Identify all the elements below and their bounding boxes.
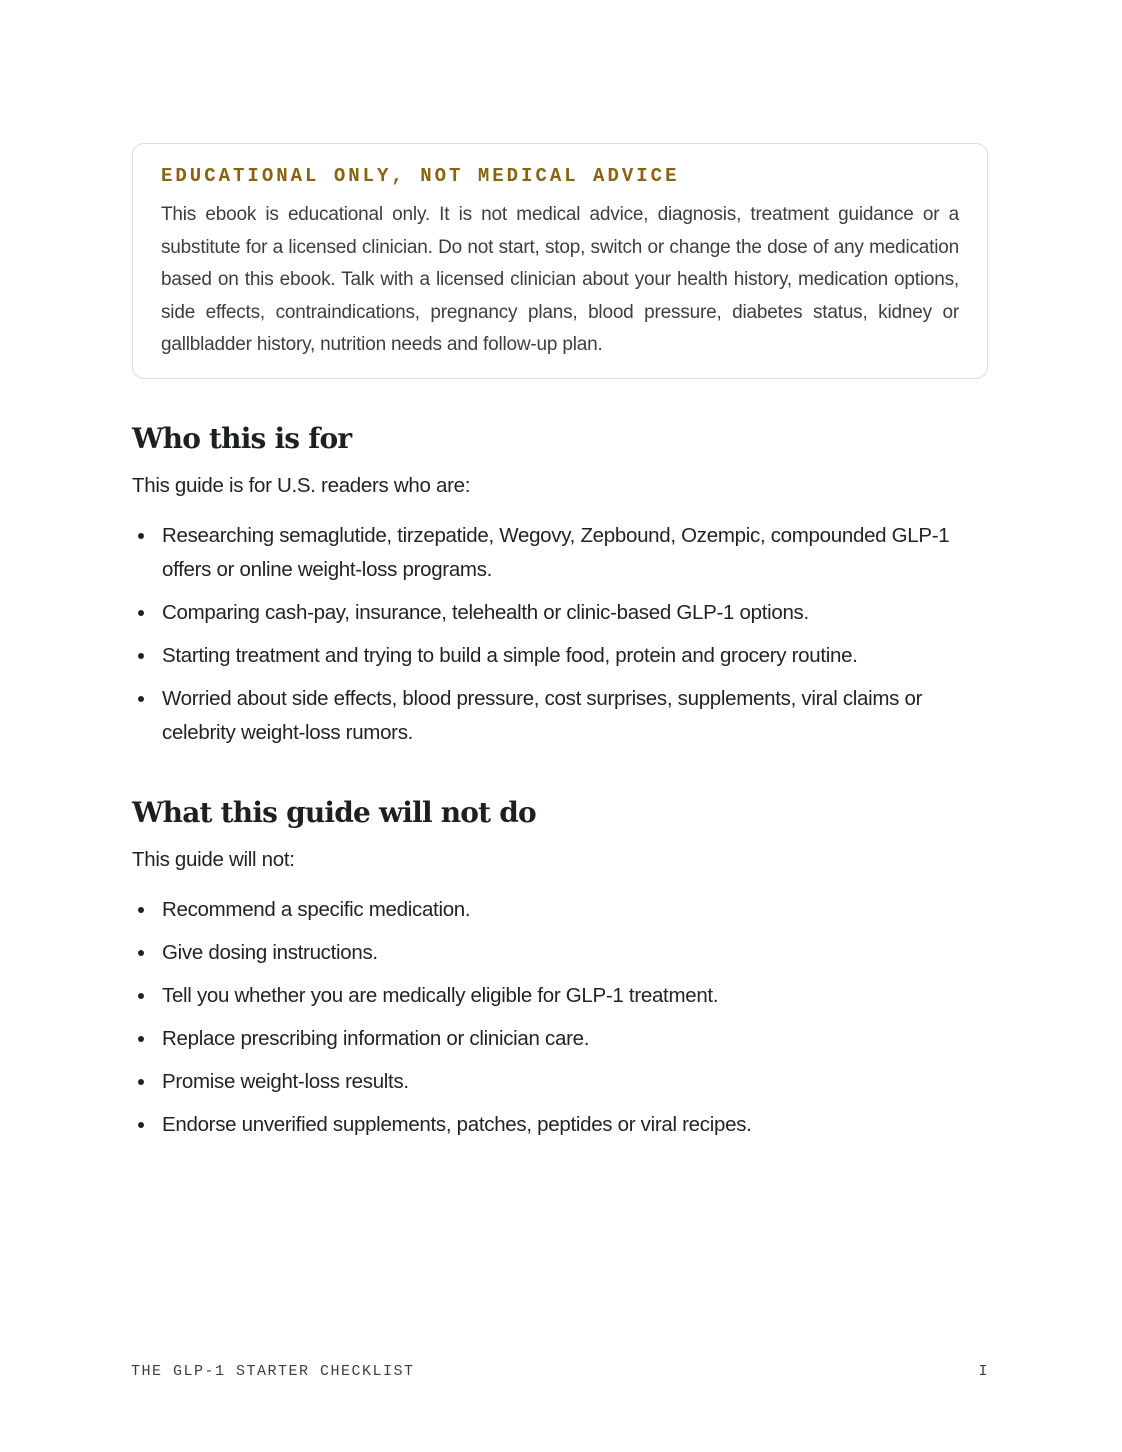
not-do-section [132,795,992,1151]
list-item [132,682,992,750]
list-item [132,639,992,673]
bullet-icon [138,610,144,616]
who-section [132,421,992,759]
page-number: I [978,1363,989,1380]
disclaimer-callout [132,143,988,379]
list-item-text: Researching semaglutide, tirzepatide, Wegovy, Zepbound, Ozempic, compounded GLP-1 offers or online weight-loss programs. [162,524,950,581]
footer-title: THE GLP-1 STARTER CHECKLIST [131,1363,415,1380]
page-footer [131,1362,989,1382]
callout-title: EDUCATIONAL ONLY, NOT MEDICAL ADVICE [161,165,680,187]
bullet-icon [138,907,144,913]
not-do-list [132,893,992,1142]
bullet-icon [138,1079,144,1085]
list-item-text: Replace prescribing information or clinician care. [162,1027,590,1050]
list-item-text: Comparing cash-pay, insurance, telehealth or clinic-based GLP-1 options. [162,601,809,624]
list-item [132,1022,992,1056]
who-intro: This guide is for U.S. readers who are: [132,474,471,497]
bullet-icon [138,950,144,956]
not-do-intro: This guide will not: [132,848,295,871]
list-item-text: Endorse unverified supplements, patches, peptides or viral recipes. [162,1113,752,1136]
bullet-icon [138,653,144,659]
callout-body: This ebook is educational only. It is not medical advice, diagnosis, treatment guidance or a substitute for a licensed clinician. Do not start, stop, switch or change the dose of any medication based on this ebook. Talk with a licensed clinician about your health history, medication options, side effects, contraindications, pregnancy plans, blood pressure, diabetes status, kidney or gallbladder history, nutrition needs and follow-up plan. [161,204,959,355]
list-item [132,936,992,970]
bullet-icon [138,533,144,539]
list-item-text: Recommend a specific medication. [162,898,471,921]
list-item [132,519,992,587]
list-item-text: Starting treatment and trying to build a simple food, protein and grocery routine. [162,644,858,667]
who-list [132,519,992,750]
list-item [132,979,992,1013]
bullet-icon [138,1036,144,1042]
list-item [132,1108,992,1142]
not-do-heading: What this guide will not do [132,796,536,829]
list-item-text: Give dosing instructions. [162,941,378,964]
list-item [132,893,992,927]
bullet-icon [138,1122,144,1128]
bullet-icon [138,993,144,999]
bullet-icon [138,696,144,702]
list-item-text: Worried about side effects, blood pressure, cost surprises, supplements, viral claims or celebrity weight-loss rumors. [162,687,923,744]
list-item-text: Promise weight-loss results. [162,1070,409,1093]
who-heading: Who this is for [132,422,352,455]
list-item [132,1065,992,1099]
list-item-text: Tell you whether you are medically eligible for GLP-1 treatment. [162,984,719,1007]
list-item [132,596,992,630]
